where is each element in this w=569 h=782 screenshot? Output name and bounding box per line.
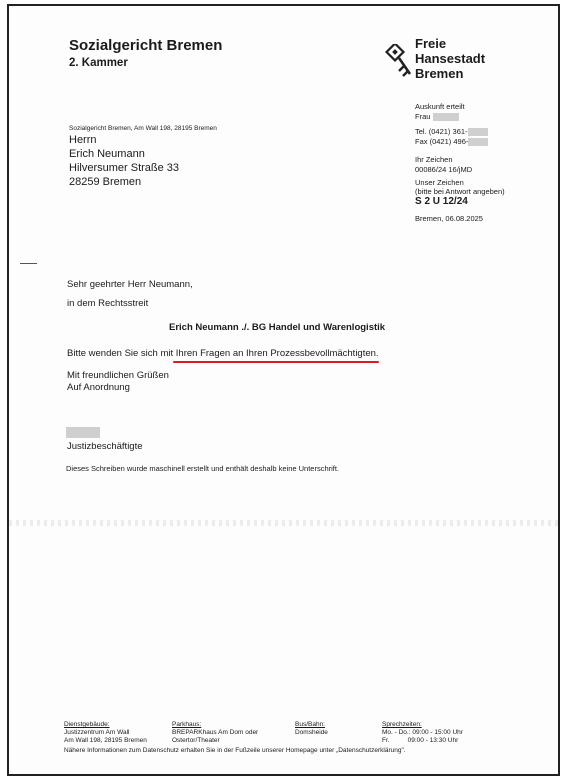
city-line-3: Bremen — [415, 66, 464, 81]
closing-line-1: Mit freundlichen Grüßen — [67, 370, 169, 381]
contact-fax: Fax (0421) 496- — [415, 137, 488, 147]
contact-tel: Tel. (0421) 361- — [415, 127, 488, 137]
court-name: Sozialgericht Bremen — [69, 37, 223, 54]
city-line-2: Hansestadt — [415, 51, 486, 66]
contact-person: Frau — [415, 112, 459, 122]
your-ref: 00086/24 16/jMD — [415, 165, 473, 174]
letter-page — [7, 4, 560, 776]
machine-notice: Dieses Schreiben wurde maschinell erstellt und enthält deshalb keine Unterschrift. — [66, 464, 340, 473]
letter-date: Bremen, 06.08.2025 — [415, 214, 483, 223]
greeting: Sehr geehrter Herr Neumann, — [67, 279, 193, 290]
perforation-line — [9, 520, 558, 526]
sender-line: Sozialgericht Bremen, Am Wall 198, 28195 Bremen — [69, 125, 217, 132]
city-line-1: Freie — [415, 36, 447, 51]
chamber: 2. Kammer — [69, 57, 128, 69]
signer-title: Justizbeschäftigte — [67, 441, 143, 452]
body-sentence: Bitte wenden Sie sich mit Ihren Fragen an Ihren Prozessbevollmächtigten . — [67, 348, 379, 359]
bremen-key-icon — [385, 44, 413, 84]
closing-line-2: Auf Anordnung — [67, 382, 130, 393]
recipient-name: Erich Neumann — [69, 148, 145, 160]
fold-mark — [20, 263, 37, 264]
recipient-city: 28259 Bremen — [69, 176, 142, 188]
recipient-salutation: Herrn — [69, 134, 97, 146]
red-underline — [173, 361, 379, 363]
case-subject: Erich Neumann ./. BG Handel und Warenlogistik — [169, 322, 386, 333]
contact-label: Auskunft erteilt — [415, 102, 465, 111]
highlighted-phrase: Ihren Fragen an Ihren Prozessbevollmächtigten — [176, 348, 376, 359]
recipient-street: Hilversumer Straße 33 — [69, 162, 180, 174]
intro: in dem Rechtsstreit — [67, 298, 149, 309]
footer-parking: Parkhaus: BREPARKhaus Am Dom oder Ostertor/Theater — [172, 721, 259, 744]
our-ref: S 2 U 12/24 — [415, 196, 468, 207]
footer-transit: Bus/Bahn: Domsheide — [295, 721, 328, 736]
our-ref-label: Unser Zeichen — [415, 178, 464, 187]
footer-hours: Sprechzeiten: Mo. - Do.: 09:00 - 15:00 Uhr Fr. 09:00 - 13:30 Uhr — [382, 721, 463, 744]
our-ref-note: (bitte bei Antwort angeben) — [415, 187, 505, 196]
your-ref-label: Ihr Zeichen — [415, 155, 453, 164]
signer-name-redaction — [66, 427, 100, 438]
footer-building: Dienstgebäude: Justizzentrum Am Wall Am Wall 198, 28195 Bremen — [64, 721, 147, 744]
footer-privacy: Nähere Informationen zum Datenschutz erhalten Sie in der Fußzeile unserer Homepage unter „Datenschutzerklärung". — [64, 747, 406, 754]
